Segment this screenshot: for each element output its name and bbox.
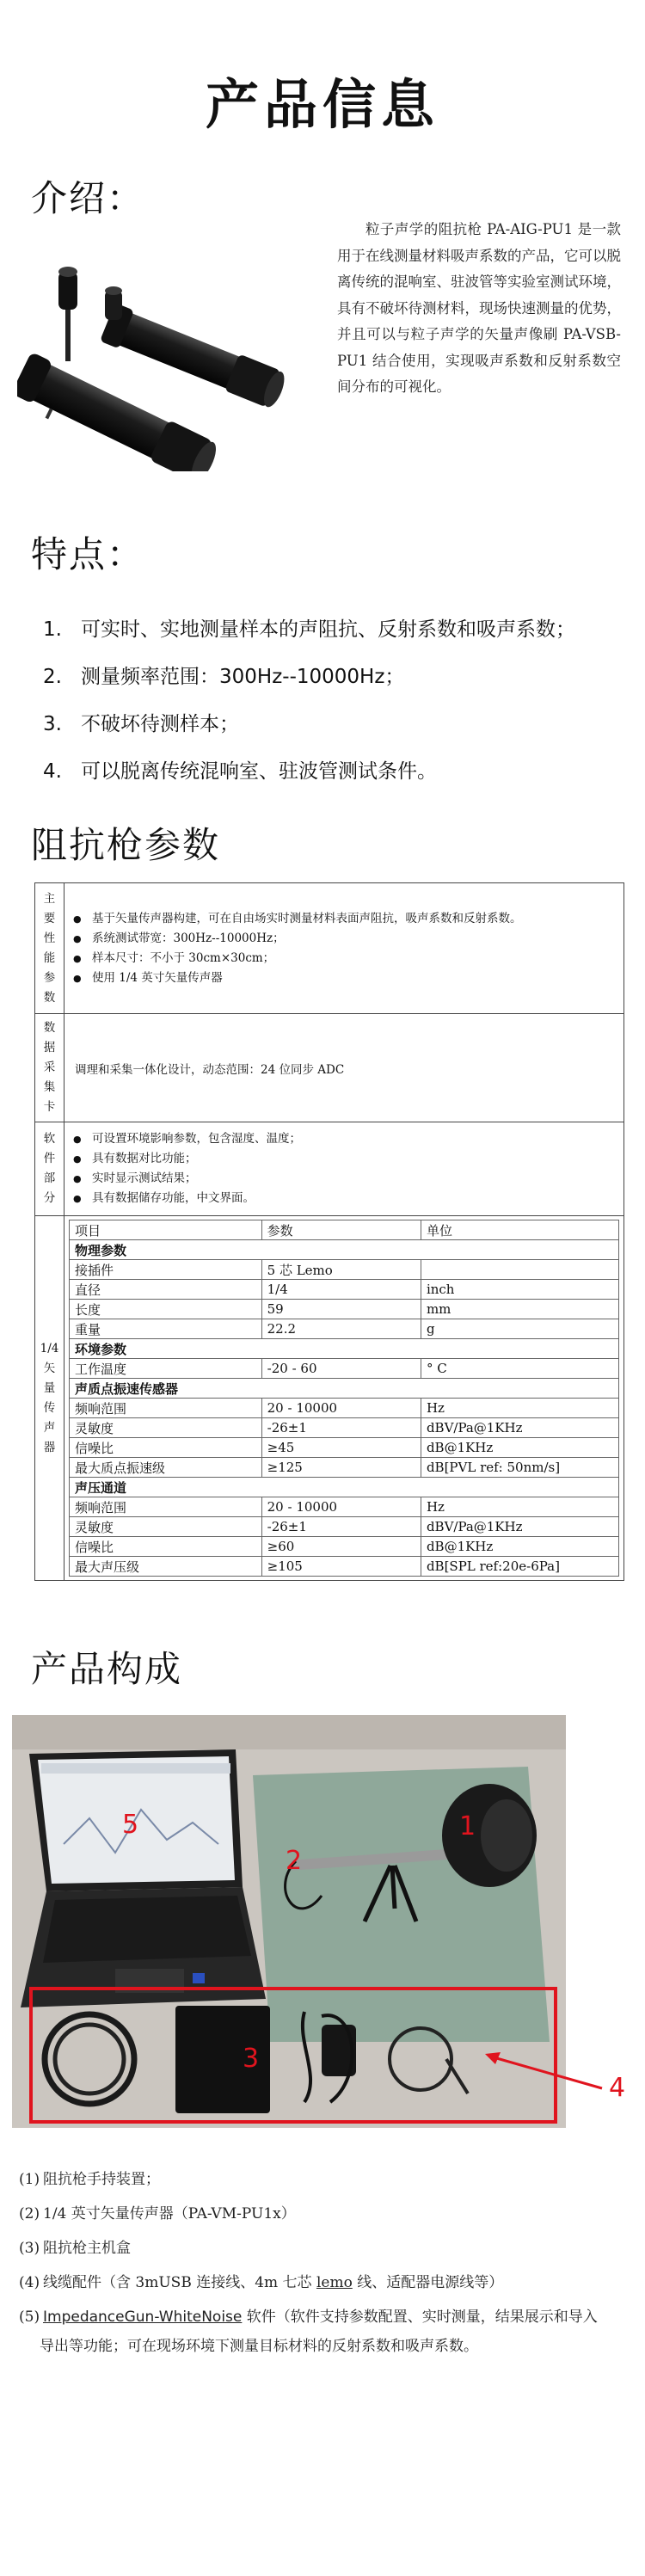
param-table: [34, 882, 624, 1581]
software-list: ● 可设置环境影响参数，包含湿度、温度； ● 具有数据对比功能； ● 实时显示测试结果； ● 具有数据储存功能，中文界面。: [64, 1122, 624, 1215]
spec-group-row: 声质点振速传感器: [70, 1379, 619, 1399]
spec-row: 最大质点振速级 ≥125 dB[PVL ref: 50nm/s]: [70, 1458, 619, 1478]
main-performance-label: 主 要 性 能 参 数: [35, 883, 64, 1014]
main-performance-list: ● 基于矢量传声器构建，可在自由场实时测量材料表面声阻抗，吸声系数和反射系数。 ● 系统测试带宽：300Hz--10000Hz； ● 样本尺寸：不小于 30cm×30cm； ● 使用 1/4 英寸矢量传声器: [64, 902, 624, 995]
component-item: (2) 1/4 英寸矢量传声器（PA-VM-PU1x）: [19, 2205, 296, 2222]
section-heading-composition: 产品构成: [31, 1648, 183, 1690]
feature-list: [43, 612, 628, 802]
section-heading-features: 特点：: [31, 533, 145, 575]
component-item: (5) ImpedanceGun-WhiteNoise 软件（软件支持参数配置、实时测量，结果展示和导入: [19, 2309, 598, 2326]
sensor-label: 1/4 矢 量 传 声 器: [35, 1216, 64, 1581]
feature-item: 1. 可实时、实地测量样本的声阻抗、反射系数和吸声系数；: [43, 618, 575, 641]
label-5: 5: [122, 1810, 139, 1840]
acquisition-card-label: 数 据 采 集 卡: [35, 1014, 64, 1122]
sensor-spec-table: [69, 1220, 619, 1577]
component-item: (1) 阻抗枪手持装置；: [19, 2171, 160, 2188]
feature-item: 3. 不破坏待测样本；: [43, 713, 239, 735]
spec-row: 频响范围 20 - 10000 Hz: [70, 1497, 619, 1517]
section-heading-params: 阻抗枪参数: [31, 824, 221, 866]
spec-row: 灵敏度 -26±1 dBV/Pa@1KHz: [70, 1517, 619, 1537]
spec-header-row: 项目 参数 单位: [70, 1220, 619, 1240]
label-4: 4: [609, 2073, 626, 2103]
label-3: 3: [243, 2044, 260, 2074]
arrow-4-icon: [482, 2047, 611, 2099]
spec-row: 长度 59 mm: [70, 1300, 619, 1319]
component-item-continued: 导出等功能；可在现场环境下测量目标材料的反射系数和吸声系数。: [40, 2338, 478, 2355]
software-label: 软 件 部 分: [35, 1122, 64, 1216]
component-item: (3) 阻抗枪主机盒: [19, 2240, 131, 2257]
spec-row: 工作温度 -20 - 60 ° C: [70, 1359, 619, 1379]
spec-row: 最大声压级 ≥105 dB[SPL ref:20e-6Pa]: [70, 1557, 619, 1577]
component-list: [19, 2162, 638, 2358]
feature-item: 2. 测量频率范围：300Hz--10000Hz；: [43, 666, 405, 688]
spec-group-row: 环境参数: [70, 1339, 619, 1359]
section-heading-intro: 介绍：: [31, 177, 145, 219]
spec-row: 直径 1/4 inch: [70, 1280, 619, 1300]
spec-row: 接插件 5 芯 Lemo: [70, 1260, 619, 1280]
spec-row: 频响范围 20 - 10000 Hz: [70, 1399, 619, 1418]
intro-text: 粒子声学的阻抗枪 PA-AIG-PU1 是一款用于在线测量材料吸声系数的产品，它可以脱离传统的混响室、驻波管等实验室测试环境，具有不破坏待测材料，现场快速测量的优势，并且可以与粒子声学的矢量声像刷 PA-VSB-PU1 结合使用，实现吸声系数和反射系数空间分布的可视化。: [337, 221, 621, 395]
feature-item: 4. 可以脱离传统混响室、驻波管测试条件。: [43, 760, 437, 783]
spec-row: 重量 22.2 g: [70, 1319, 619, 1339]
spec-row: 灵敏度 -26±1 dBV/Pa@1KHz: [70, 1418, 619, 1438]
spec-group-row: 声压通道: [70, 1478, 619, 1497]
impedance-gun-image: [17, 265, 301, 471]
label-1: 1: [459, 1811, 476, 1841]
spec-row: 信噪比 ≥45 dB@1KHz: [70, 1438, 619, 1458]
component-item: (4) 线缆配件（含 3mUSB 连接线、4m 七芯 lemo 线、适配器电源线等）: [19, 2274, 504, 2291]
page-title: 产品信息: [205, 73, 439, 136]
acquisition-card-text: 调理和采集一体化设计，动态范围：24 位同步 ADC: [64, 1014, 624, 1122]
spec-row: 信噪比 ≥60 dB@1KHz: [70, 1537, 619, 1557]
label-2: 2: [286, 1846, 303, 1876]
spec-group-row: 物理参数: [70, 1240, 619, 1260]
